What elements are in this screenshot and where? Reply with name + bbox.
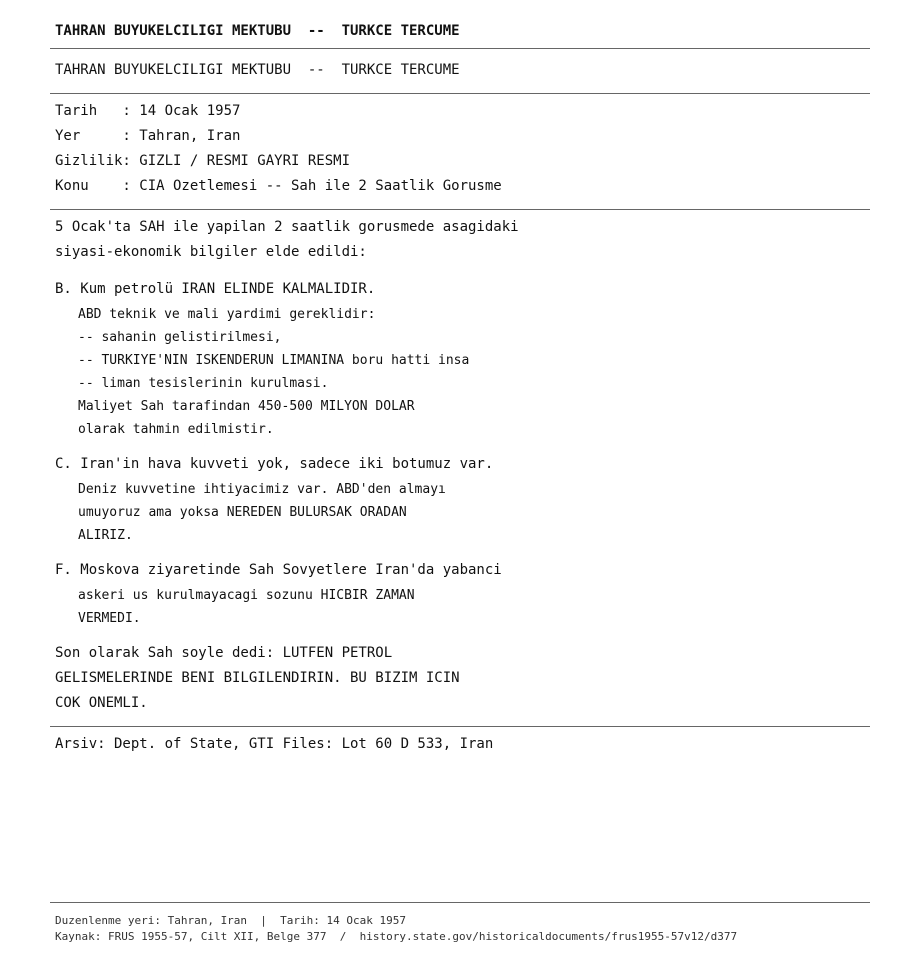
document-page — [50, 0, 870, 954]
section-c-line: ALIRIZ. — [78, 528, 133, 543]
meta-classification: Gizlilik: GIZLI / RESMI GAYRI RESMI — [55, 153, 351, 169]
closing-line-3: COK ONEMLI. — [55, 695, 148, 711]
title-divider — [50, 48, 870, 49]
meta-divider — [50, 209, 870, 210]
document-subtitle: TAHRAN BUYUKELCILIGI MEKTUBU -- TURKCE TERCUME — [55, 62, 460, 78]
section-b-line: -- TURKIYE'NIN ISKENDERUN LIMANINA boru hatti insa — [78, 353, 470, 368]
closing-divider — [50, 726, 870, 727]
footer-location-date: Duzenlenme yeri: Tahran, Iran | Tarih: 14 Ocak 1957 — [55, 914, 406, 927]
section-b-line: -- sahanin gelistirilmesi, — [78, 330, 282, 345]
meta-date: Tarih : 14 Ocak 1957 — [55, 103, 241, 119]
section-b-line: olarak tahmin edilmistir. — [78, 422, 274, 437]
section-c-line: Deniz kuvvetine ihtiyacimiz var. ABD'den almayı — [78, 482, 446, 497]
section-f-line: askeri us kurulmayacagi sozunu HICBIR ZAMAN — [78, 588, 415, 603]
intro-line-1: 5 Ocak'ta SAH ile yapilan 2 saatlik gorusmede asagidaki — [55, 219, 519, 235]
intro-line-2: siyasi-ekonomik bilgiler elde edildi: — [55, 244, 367, 260]
section-c-heading: C. Iran'in hava kuvveti yok, sadece iki botumuz var. — [55, 456, 494, 472]
archive-reference: Arsiv: Dept. of State, GTI Files: Lot 60 D 533, Iran — [55, 736, 494, 752]
section-b-line: ABD teknik ve mali yardimi gereklidir: — [78, 307, 376, 322]
section-b-line: Maliyet Sah tarafindan 450-500 MILYON DOLAR — [78, 399, 415, 414]
header-divider — [50, 93, 870, 94]
closing-line-2: GELISMELERINDE BENI BILGILENDIRIN. BU BIZIM ICIN — [55, 670, 460, 686]
document-title: TAHRAN BUYUKELCILIGI MEKTUBU -- TURKCE TERCUME — [55, 23, 460, 39]
meta-place: Yer : Tahran, Iran — [55, 128, 241, 144]
section-f-heading: F. Moskova ziyaretinde Sah Sovyetlere Iran'da yabanci — [55, 562, 502, 578]
meta-subject: Konu : CIA Ozetlemesi -- Sah ile 2 Saatlik Gorusme — [55, 178, 502, 194]
section-f-line: VERMEDI. — [78, 611, 141, 626]
section-b-heading: B. Kum petrolü IRAN ELINDE KALMALIDIR. — [55, 281, 376, 297]
footer-divider — [50, 902, 870, 903]
closing-line-1: Son olarak Sah soyle dedi: LUTFEN PETROL — [55, 645, 393, 661]
section-c-line: umuyoruz ama yoksa NEREDEN BULURSAK ORADAN — [78, 505, 407, 520]
section-b-line: -- liman tesislerinin kurulmasi. — [78, 376, 329, 391]
footer-source: Kaynak: FRUS 1955-57, Cilt XII, Belge 377 / history.state.gov/historicaldocuments/frus1955-57v12/d377 — [55, 930, 738, 943]
